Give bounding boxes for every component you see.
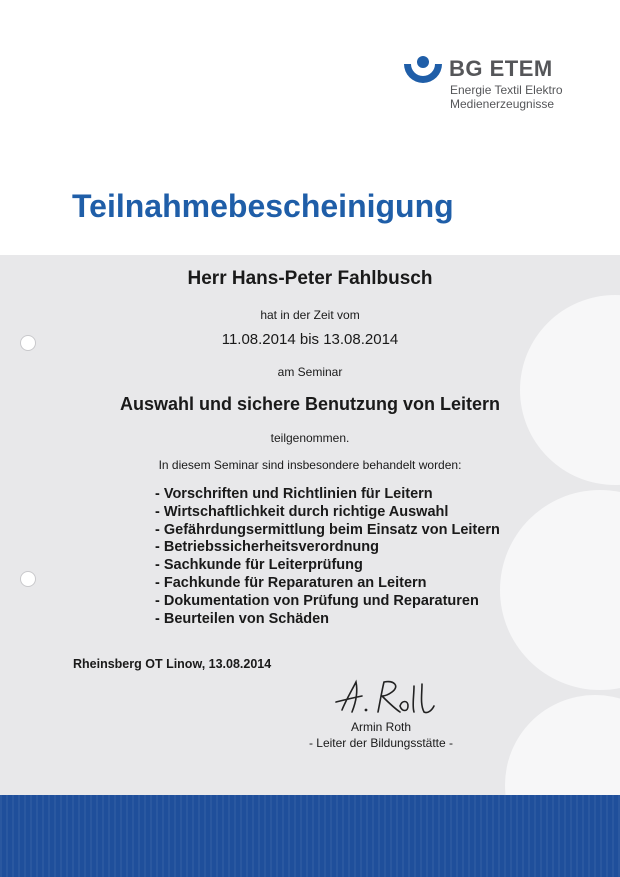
recipient-name: Herr Hans-Peter Fahlbusch — [187, 268, 433, 289]
list-item: - Sachkunde für Leiterprüfung — [155, 557, 363, 574]
signer-role: - Leiter der Bildungsstätte - — [308, 736, 454, 750]
list-item: - Fachkunde für Reparaturen an Leitern — [155, 574, 427, 591]
background-blue-band — [0, 795, 620, 877]
list-item: - Dokumentation von Prüfung und Reparaturen — [155, 592, 479, 609]
place-and-date: Rheinsberg OT Linow, 13.08.2014 — [73, 657, 272, 671]
seminar-period: 11.08.2014 bis 13.08.2014 — [221, 331, 399, 348]
list-item: - Gefährdungsermittlung beim Einsatz von Leitern — [155, 521, 500, 538]
decorative-circle — [505, 695, 620, 795]
list-item: - Betriebssicherheitsverordnung — [155, 539, 379, 556]
signer-name: Armin Roth — [350, 720, 412, 734]
topics-intro: In diesem Seminar sind insbesondere behandelt worden: — [158, 458, 462, 472]
decorative-circle — [520, 295, 620, 485]
brand-name: BG ETEM — [449, 56, 553, 81]
handwritten-signature — [328, 676, 438, 720]
topics-list — [155, 486, 500, 628]
brand-subtitle: Energie Textil Elektro — [450, 83, 563, 97]
list-item: - Wirtschaftlichkeit durch richtige Auswahl — [155, 503, 449, 520]
seminar-intro: am Seminar — [277, 365, 343, 379]
bg-etem-logo-icon — [402, 52, 444, 94]
brand-logo — [402, 44, 592, 114]
completion-text: teilgenommen. — [270, 431, 350, 445]
document-title: Teilnahmebescheinigung — [72, 188, 454, 224]
decorative-circle — [500, 490, 620, 690]
list-item: - Beurteilen von Schäden — [155, 610, 330, 627]
band-texture — [0, 795, 620, 877]
list-item: - Vorschriften und Richtlinien für Leitern — [155, 486, 433, 502]
punch-hole — [20, 571, 36, 587]
course-title: Auswahl und sichere Benutzung von Leitern — [119, 394, 501, 414]
period-intro: hat in der Zeit vom — [260, 308, 360, 322]
brand-subtitle: Medienerzeugnisse — [450, 97, 555, 111]
